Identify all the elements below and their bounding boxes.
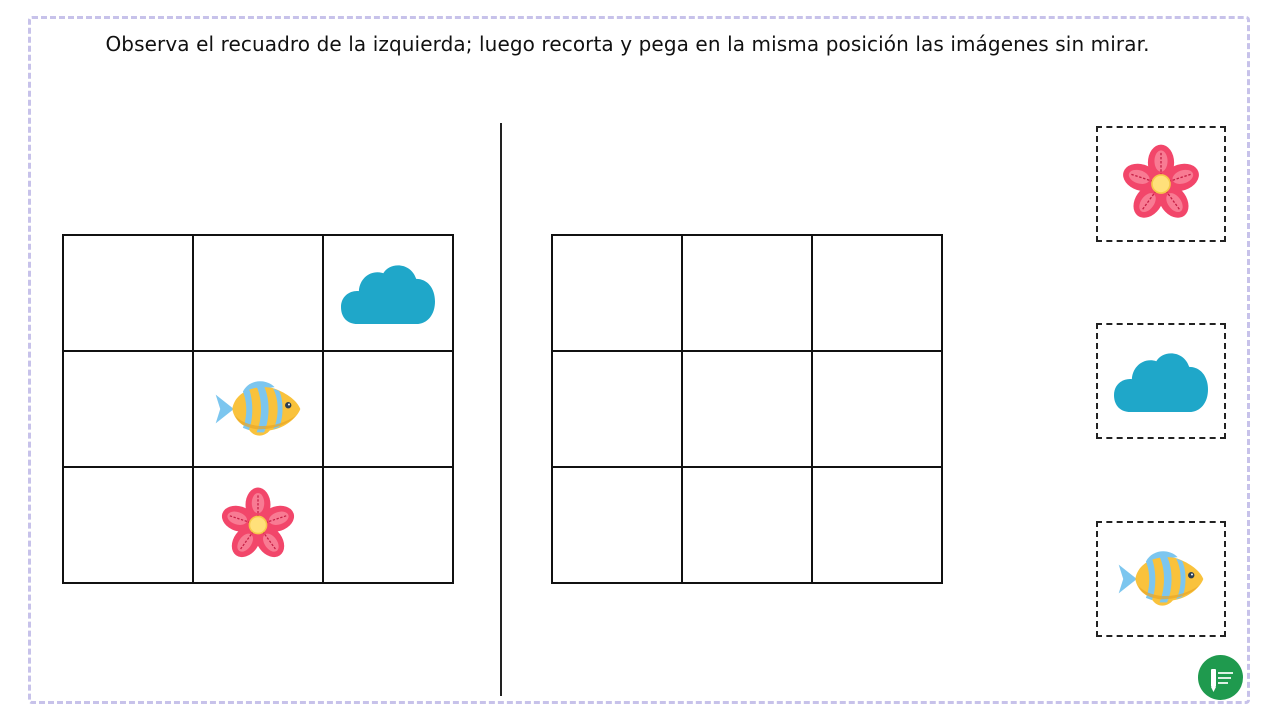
cloud-icon: [341, 260, 435, 326]
cutout-fish[interactable]: [1096, 521, 1226, 637]
model-cell: [323, 467, 453, 583]
model-cell: [193, 351, 323, 467]
fish-icon: [1115, 545, 1207, 613]
vertical-divider: [500, 123, 502, 696]
answer-cell[interactable]: [812, 351, 942, 467]
fish-icon: [212, 375, 304, 443]
model-cell: [63, 235, 193, 351]
instruction-text: Observa el recuadro de la izquierda; luego recorta y pega en la misma posición las imágenes sin mirar.: [105, 32, 1150, 56]
answer-grid: [551, 234, 943, 584]
flower-icon: [219, 486, 297, 564]
answer-cell[interactable]: [552, 467, 682, 583]
model-cell: [323, 351, 453, 467]
model-cell: [323, 235, 453, 351]
cutout-flower[interactable]: [1096, 126, 1226, 242]
flower-icon: [1120, 143, 1202, 225]
answer-cell[interactable]: [552, 351, 682, 467]
answer-cell[interactable]: [812, 467, 942, 583]
answer-cell[interactable]: [682, 467, 812, 583]
answer-cell[interactable]: [552, 235, 682, 351]
answer-cell[interactable]: [682, 351, 812, 467]
model-cell: [193, 467, 323, 583]
model-cell: [63, 351, 193, 467]
pencil-logo-icon: [1206, 663, 1236, 693]
model-cell: [63, 467, 193, 583]
answer-cell[interactable]: [682, 235, 812, 351]
cutout-cloud[interactable]: [1096, 323, 1226, 439]
publisher-logo: [1198, 655, 1243, 700]
model-cell: [193, 235, 323, 351]
cloud-icon: [1114, 348, 1208, 414]
model-grid: [62, 234, 454, 584]
answer-cell[interactable]: [812, 235, 942, 351]
